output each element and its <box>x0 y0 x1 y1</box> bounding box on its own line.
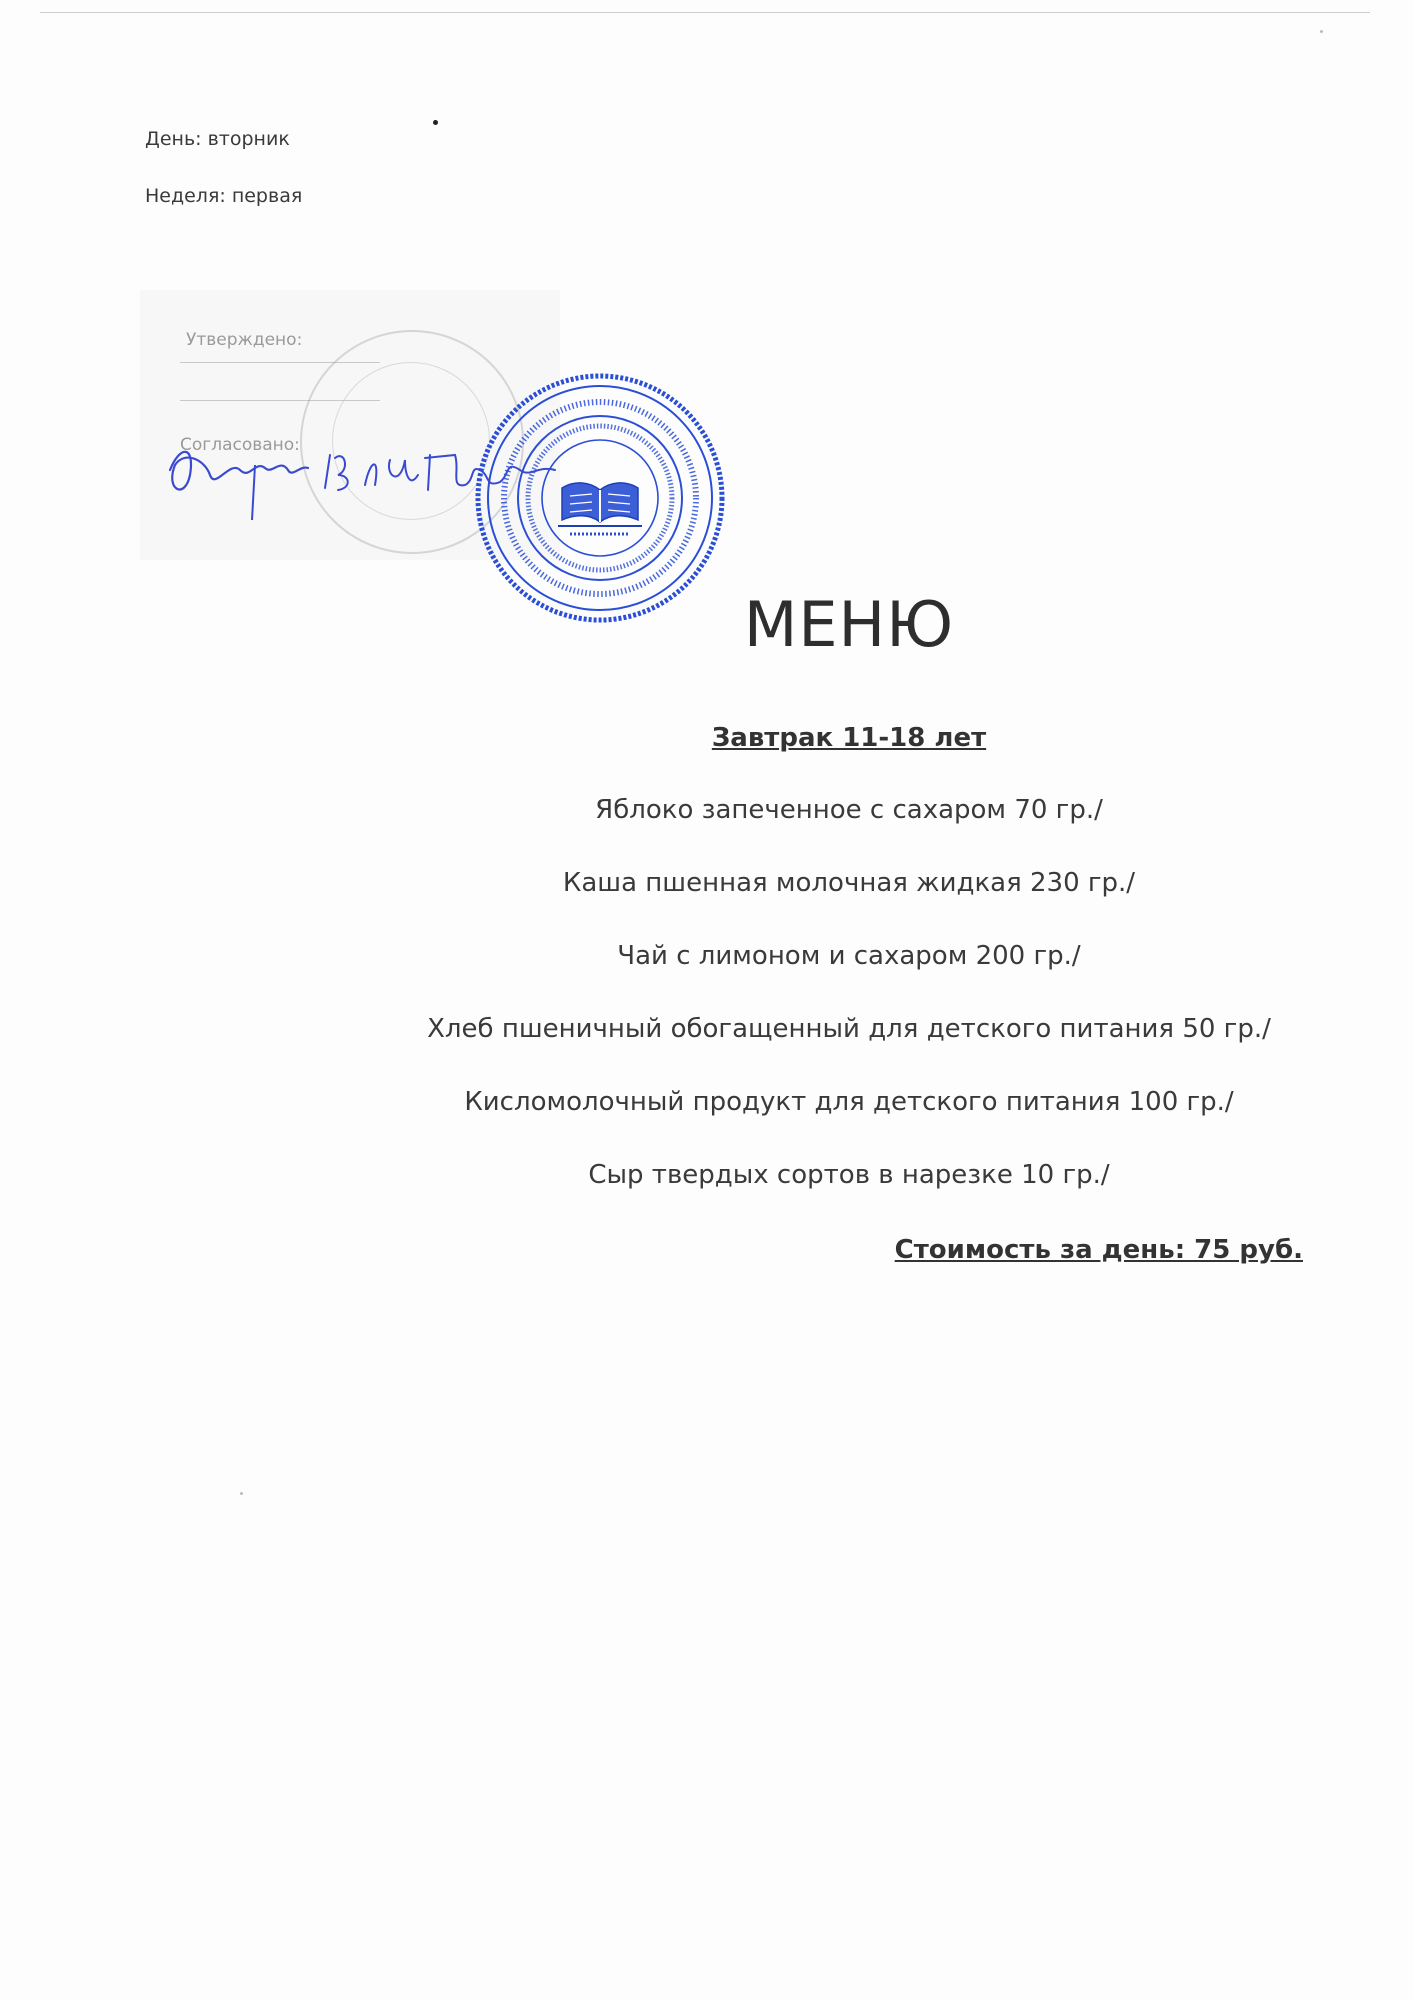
agreed-label: Согласовано: <box>180 435 300 455</box>
menu-item: Сыр твердых сортов в нарезке 10 гр./ <box>588 1160 1110 1190</box>
scan-speck <box>1320 30 1323 33</box>
meal-heading-text: Завтрак 11-18 лет <box>711 723 987 753</box>
stray-dot <box>433 120 438 125</box>
approved-label: Утверждено: <box>186 330 303 350</box>
scan-speck <box>240 1492 243 1495</box>
week-label: Неделя: первая <box>145 185 303 207</box>
menu-item: Хлеб пшеничный обогащенный для детского питания 50 гр./ <box>427 1014 1271 1044</box>
menu-title: МЕНЮ <box>743 588 955 661</box>
menu-item-list <box>0 795 1413 1233</box>
menu-item: Чай с лимоном и сахаром 200 гр./ <box>617 941 1081 971</box>
menu-item: Яблоко запеченное с сахаром 70 гр./ <box>595 795 1103 825</box>
menu-item: Кисломолочный продукт для детского питания 100 гр./ <box>464 1087 1234 1117</box>
daily-price: Стоимость за день: 75 руб. <box>894 1235 1303 1265</box>
meal-heading <box>0 723 1413 753</box>
menu-item: Каша пшенная молочная жидкая 230 гр./ <box>562 868 1136 898</box>
page-top-edge <box>40 12 1370 13</box>
day-label: День: вторник <box>145 128 290 150</box>
